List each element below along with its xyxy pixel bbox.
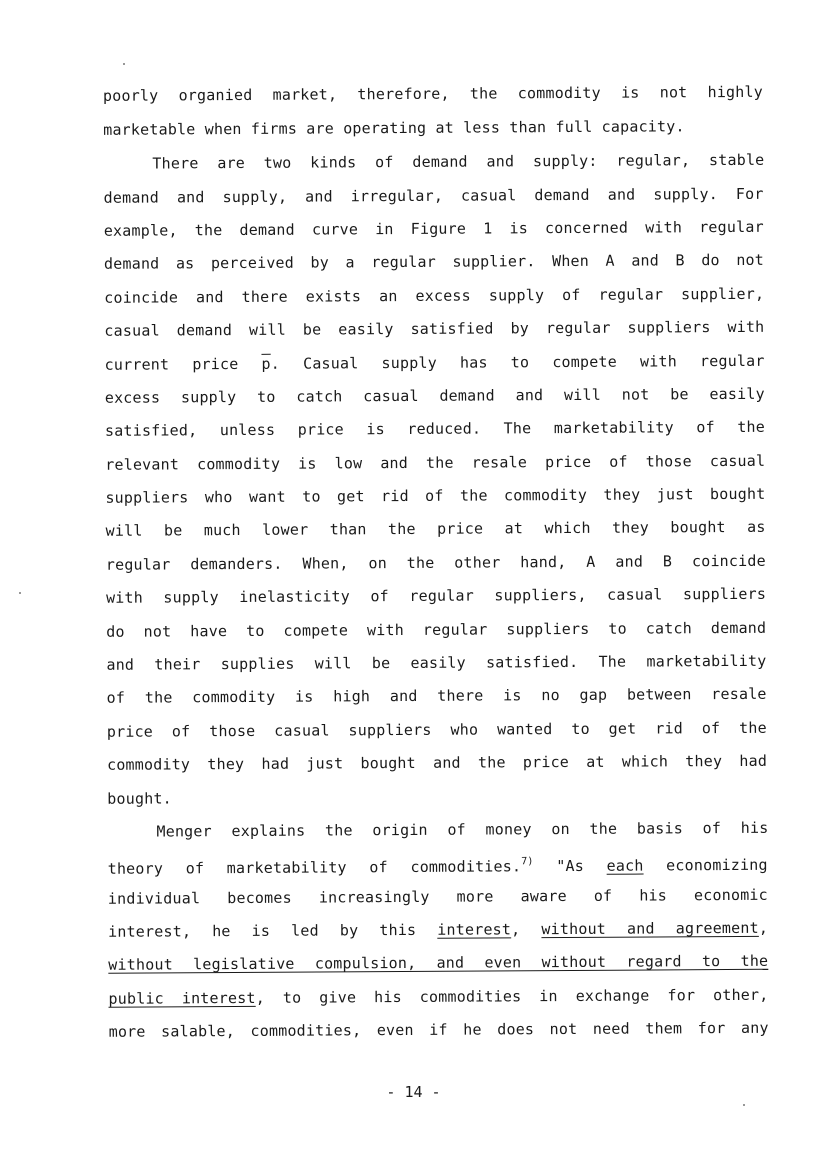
text-line: of the commodity is high and there is no gap between resale (106, 684, 767, 707)
text-line: relevant commodity is low and the resale price of those casual (105, 451, 766, 474)
text-line: satisfied, unless price is reduced. The marketability of the (104, 417, 766, 440)
text-line: individual becomes increasingly more aware of his economic (107, 885, 768, 908)
text-line-footnote: theory of marketability of commodities.$^{7)}$ "As each economizing (107, 855, 768, 878)
text-line: Menger explains the origin of money on the basis of his (156, 818, 769, 841)
text-line: marketable when firms are operating at less than full capacity. (103, 117, 685, 139)
text-line: and their supplies will be easily satisfied. The marketability (106, 651, 767, 674)
text-line: coincide and there exists an excess supply of regular supplier, (104, 284, 765, 307)
page-number: - 14 - (386, 1083, 441, 1101)
price-symbol: $\overline{p}$ (261, 354, 271, 373)
text-line: interest, he is led by this interest, without and agreement, (108, 918, 769, 941)
text-line: suppliers who want to get rid of the commodity they just bought (105, 484, 766, 507)
text-line: regular demanders. When, on the other hand, A and B coincide (105, 551, 766, 574)
text-line: price of those casual suppliers who wanted to get rid of the (106, 718, 767, 741)
text-line: poorly organied market, therefore, the commodity is not highly (102, 82, 764, 105)
text-line: demand and supply, and irregular, casual demand and supply. For (103, 184, 764, 207)
scan-speck (123, 63, 125, 65)
scan-speck (19, 592, 21, 594)
text-line-underlined: without legislative compulsion, and even without regard to the (108, 951, 769, 974)
text-line: demand as perceived by a regular supplier. When A and B do not (103, 250, 765, 273)
footnote-ref: 7) (521, 856, 534, 868)
text-line: casual demand will be easily satisfied by regular suppliers with (104, 317, 765, 340)
text-line: example, the demand curve in Figure 1 is concerned with regular (103, 217, 764, 240)
text-line: with supply inelasticity of regular suppliers, casual suppliers (105, 584, 767, 607)
text-line: commodity they had just bought and the price at which they had (107, 751, 768, 774)
text-line: public interest, to give his commodities in exchange for other, (108, 985, 769, 1008)
text-line: excess supply to catch casual demand and will not be easily (104, 384, 765, 407)
text-line: There are two kinds of demand and supply: regular, stable (152, 150, 765, 173)
text-line: will be much lower than the price at which they bought as (105, 517, 766, 540)
text-line-price: current price $\overline{p}$. Casual supply has to compete with regular (104, 351, 765, 374)
text-line: more salable, commodities, even if he does not need them for any (108, 1018, 769, 1041)
scan-speck (743, 1104, 745, 1106)
text-line: bought. (107, 789, 172, 808)
text-line: do not have to compete with regular suppliers to catch demand (106, 618, 767, 641)
